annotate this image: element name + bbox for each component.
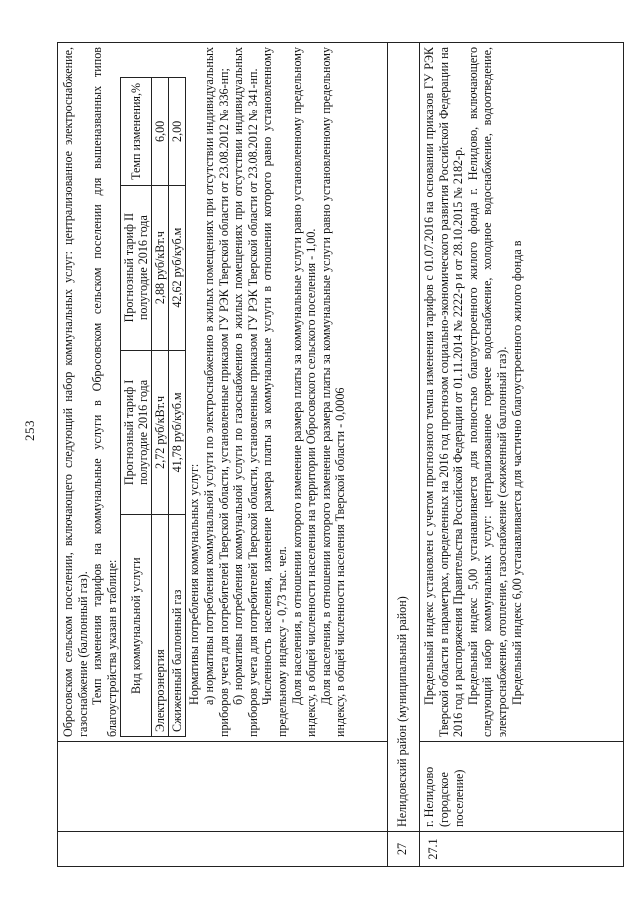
row-number-cell — [58, 832, 388, 867]
change-rate: 6,00 — [152, 78, 169, 186]
tariff-value: 2,72 руб/кВт.ч — [152, 350, 169, 515]
municipality-cell — [58, 742, 388, 832]
table-row — [152, 78, 169, 737]
paragraph: Обросовском сельском поселении, включающего следующий набор коммунальных услуг: централизованное электроснабжение, газоснабжение (баллонный газ). — [61, 47, 90, 737]
paragraph: Доля населения, в отношении которого изменение размера платы за коммунальные услуги равно установленному предельному индексу, в общей численности населения Тверской области - 0,0006 — [318, 47, 348, 737]
tariff-value: 41,78 руб/куб.м — [169, 350, 186, 515]
rotated-page — [57, 42, 623, 867]
header-service: Вид коммунальной услуги — [121, 515, 152, 737]
district-title: Нелидовский район (муниципальный район) — [388, 43, 420, 832]
paragraph: Предельный индекс 5,00 устанавливается для полностью благоустроенного жилого фонда г. Нелидово, включающего следующий набор коммунальных услуг: централизованное горячее водоснабжение, холодное водоснабжение, водоотведение, электроснабжение, отопление, газоснабжение (сжиженный баллонный газ). — [465, 47, 509, 737]
paragraph: Численность населения, изменение размера платы за коммунальные услуги в отношении которого равно установленному предельному индексу - 0,73 тыс. чел. — [260, 47, 289, 737]
paragraph: б) нормативы потребления коммунальной услуги по газоснабжению в жилых помещениях при отсутствии индивидуальных приборов учета для потребителей Тверской области, установленные приказом ГУ РЭК Тверской области от 23.08.2012 № 341-нп. — [231, 47, 260, 737]
service-name: Сжиженный баллонный газ — [169, 515, 186, 737]
tariff-header-row — [121, 78, 152, 737]
description-cell — [58, 43, 388, 742]
paragraph: а) нормативы потребления коммунальной услуги по электроснабжению в жилых помещениях при отсутствии индивидуальных приборов учета для потребителей Тверской области, установленные приказом ГУ РЭК Тверской области от 23.08.2012 № 336-нп; — [201, 47, 231, 737]
header-tariff-h2: Прогнозный тариф II полугодие 2016 года — [121, 185, 152, 350]
change-rate: 2,00 — [169, 78, 186, 186]
paragraph: Доля населения, в отношении которого изменение размера платы за коммунальные услуги равно установленному предельному индексу, в общей численности населения на территории Обросовского сельского поселения - 1,00. — [289, 47, 319, 737]
paragraph: Темп изменения тарифов на коммунальные услуги в Обросовском сельском поселении для вышеназванных типов благоустройства указан в таблице: — [90, 47, 119, 737]
service-name: Электроэнергия — [152, 515, 169, 737]
municipality-name: г. Нелидово (городское поселение) — [420, 742, 624, 832]
row-number: 27 — [388, 832, 420, 867]
row-number: 27.1 — [420, 832, 624, 867]
tariff-value: 42,62 руб/куб.м — [169, 185, 186, 350]
paragraph: Предельный индекс установлен с учетом прогнозного темпа изменения тарифов с 01.07.2016 на основании приказов ГУ РЭК Тверской области в параметрах, определенных на 2016 год прогнозом социально-экономического развития Российской Федерации на 2016 год и распоряжения Правительства Российской Федерации от 01.11.2014 № 2222-р и от 28.10.2015 № 2182-р. — [422, 47, 466, 737]
header-tariff-h1: Прогнозный тариф I полугодие 2016 года — [121, 350, 152, 515]
page-number: 253 — [22, 420, 37, 441]
table-row — [58, 43, 388, 867]
paragraph: Нормативы потребления коммунальных услуг: — [187, 463, 202, 705]
tariff-value: 2,88 руб/кВт.ч — [152, 185, 169, 350]
description-cell — [420, 43, 624, 742]
table-row — [169, 78, 186, 737]
tariff-change-table — [120, 77, 186, 737]
table-row — [420, 43, 624, 867]
table-row — [388, 43, 420, 867]
paragraph: Предельный индекс 6,00 устанавливается для частично благоустроенного жилого фонда в — [509, 240, 524, 705]
tariff-index-table — [57, 42, 624, 867]
header-change-rate: Темп изменения,% — [121, 78, 152, 186]
